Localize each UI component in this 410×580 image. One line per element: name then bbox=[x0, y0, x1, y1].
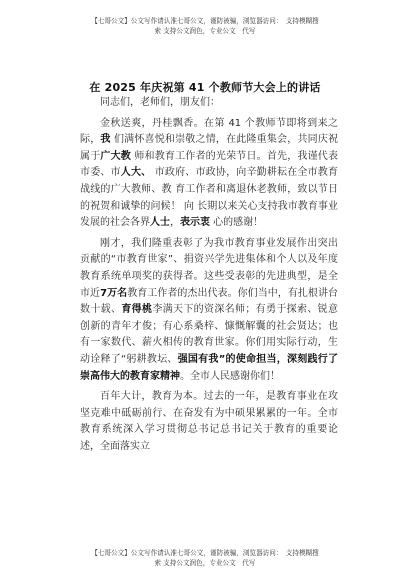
p1-text: 师和教育工作者的光荣节日。首先，我谨代表市委、市 bbox=[80, 150, 338, 179]
p2-bold: 育得桃 bbox=[121, 304, 153, 316]
speech-body bbox=[80, 95, 338, 455]
paragraph-2 bbox=[80, 236, 338, 385]
p1-text: 们满怀喜悦和崇敬之情，在此隆重集会，共同庆祝属于 bbox=[80, 134, 339, 162]
speech-title: 在 2025 年庆祝第 41 个教师节大会上的讲话 bbox=[89, 81, 321, 94]
p1-bold: 人大、 bbox=[120, 167, 152, 179]
p1-text: 心的感谢！ bbox=[210, 217, 264, 229]
p1-bold: 我 bbox=[100, 134, 111, 146]
p1-bold: 人士 bbox=[150, 217, 170, 229]
p2-bold: ”的使命担当， bbox=[218, 353, 288, 365]
p1-bold: 表示衷 bbox=[180, 217, 210, 229]
bottom-banner-line2: 索 支持公文润色，专业公文 代写 bbox=[154, 559, 256, 567]
bottom-promo-banner bbox=[0, 548, 410, 568]
paragraph-3: 百年大计，教育为本。过去的一年，是教育事业在攻坚克难中砥砺前行、在奋发有为中硕果累累的一年。全市教育系统深入学习贯彻总书记总书记关于教育的重要论述，全面落实立 bbox=[80, 391, 338, 452]
top-promo-banner bbox=[0, 16, 410, 36]
bottom-banner-line1: 【七哥公文】公文写作请认准七哥公文，谨防被骗，浏览器访问： 支持模糊搜 bbox=[91, 549, 319, 557]
p2-text: 李满天下的资深名师；有勇于探索、锐意创新的青年才俊；有心系桑梓、慷慨解囊的社会贤达；也有一家数代、薪火相传的教育世家。你们用实际行动，生动诠释了“躬耕教坛、 bbox=[80, 304, 339, 365]
greeting: 同志们，老师们，朋友们： bbox=[100, 97, 220, 108]
p2-text: 教育工作者的杰出代表。你们当中，有扎根讲台数十载、 bbox=[80, 287, 339, 316]
p2-bold: 7万名 bbox=[100, 287, 128, 299]
p2-bold: 强国有我 bbox=[177, 353, 219, 365]
p2-text: 。全市人民感谢你们！ bbox=[180, 370, 280, 382]
p1-bold: 广大教 bbox=[100, 150, 131, 162]
top-banner-line2: 索 支持公文润色，专业公文 代写 bbox=[154, 27, 256, 35]
p1-text: 金秋送爽，丹桂飘香。在第 41 个教师节即将到来之际， bbox=[80, 117, 338, 146]
p1-text: 市政府、市政协，向辛勤耕耘在全市教育战线的广大教师、教 育工作者和离退休老教师，致以节日的祝贺和诚挚的问候！ 向 长期以来关心支持我市教育事业发展的社会各界 bbox=[80, 167, 339, 229]
paragraph-1 bbox=[80, 116, 338, 232]
top-banner-line1: 【七哥公文】公文写作请认准七哥公文，谨防被骗，浏览器访问： 支持模糊搜 bbox=[91, 17, 319, 25]
p1-text: ， bbox=[170, 217, 180, 229]
p2-bold: 深刻践行了崇高伟大的教育家精神 bbox=[80, 353, 339, 382]
p2-text: 刚才，我们隆重表彰了为我市教育事业发展作出突出贡献的“市教育世家”、捐资兴学先进集体和个人以及年度教育系统单项奖的获得者。这些受表彰的先进典型，是全市近 bbox=[80, 237, 338, 299]
